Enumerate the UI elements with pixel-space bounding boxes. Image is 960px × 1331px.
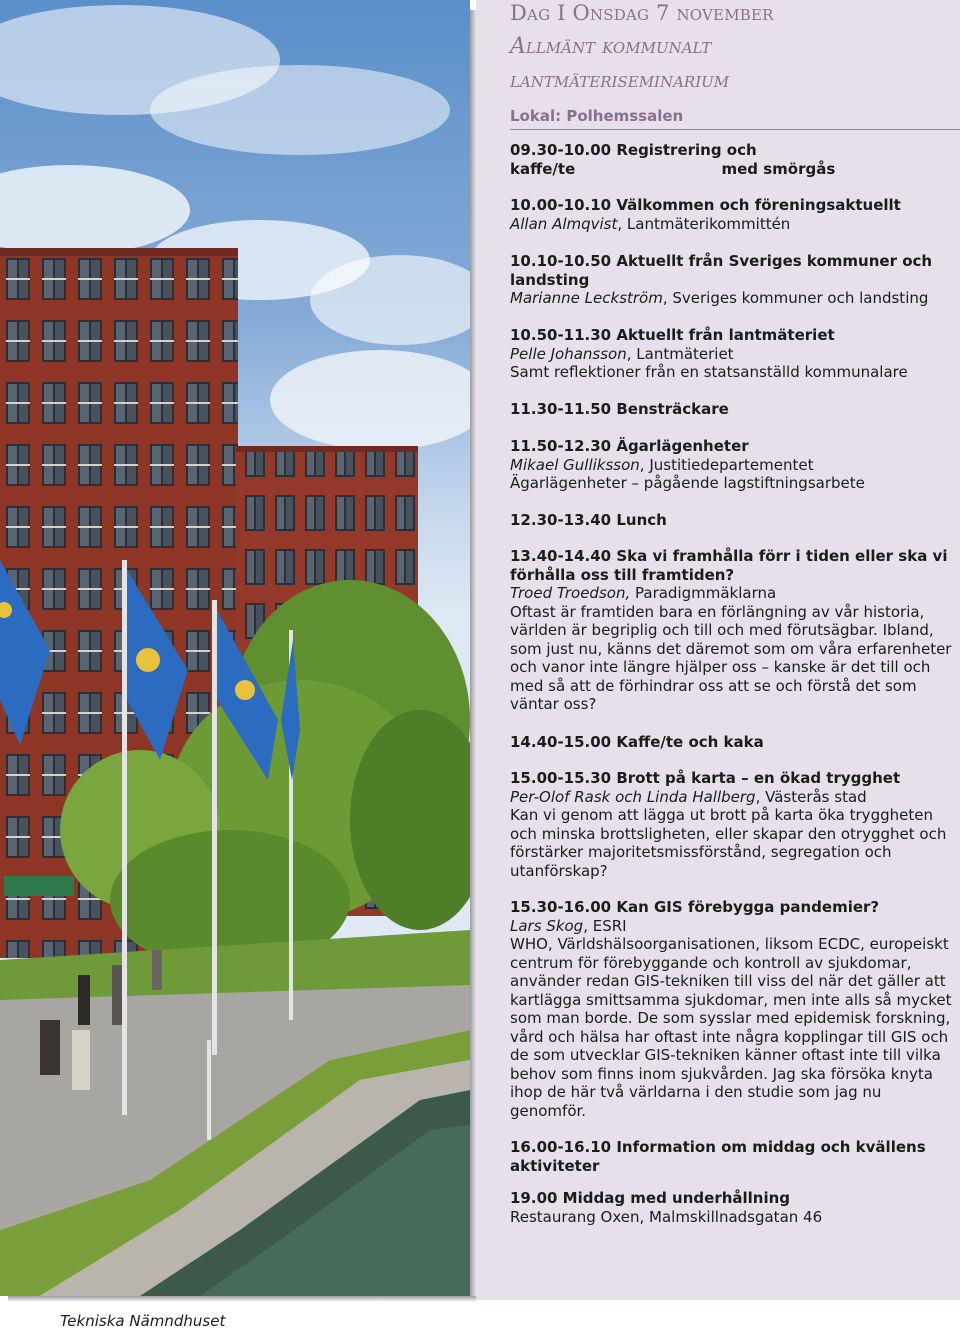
speaker-name: Mikael Gulliksson (510, 455, 640, 474)
speaker-name: Pelle Johansson (510, 344, 627, 363)
speaker-name: Troed Troedson, (510, 584, 631, 602)
item-heading: 12.30-13.40 Lunch (510, 511, 667, 529)
item-heading: 10.50-11.30 Aktuellt från lantmäteriet (510, 326, 835, 344)
program-item (510, 437, 960, 493)
program-item (510, 400, 960, 419)
seminar-title-line1: Allmänt kommunalt (510, 34, 712, 59)
item-heading: 11.50-12.30 Ägarlägenheter (510, 437, 749, 455)
speaker-affiliation: , ESRI (583, 916, 627, 935)
item-description: Oftast är framtiden bara en förlängning av vår historia, världen är begriplig och till och med förutsägbar. Ibland, som just nu, känns det däremot som om våra erfarenheter och vanor inte längre hjälper oss – kanske är det till och med så att de förhindrar oss att se och förstå det som väntar oss? (510, 602, 952, 713)
speaker-affiliation: , Lantmäteriet (626, 344, 734, 363)
item-description: Ägarlägenheter – pågående lagstiftningsarbete (510, 474, 865, 492)
speaker-affiliation: Paradigmmäklarna (630, 584, 777, 602)
speaker-name: Allan Almqvist (510, 214, 618, 233)
photo-shadow-bottom (8, 1296, 476, 1302)
building-photo (0, 0, 470, 1296)
item-heading: 14.40-15.00 Kaffe/te och kaka (510, 733, 764, 751)
item-heading: 10.10-10.50 Aktuellt från Sveriges kommuner och landsting (510, 252, 933, 289)
item-heading: 13.40-14.40 Ska vi framhålla förr i tiden eller ska vi förhålla oss till framtiden? (510, 547, 948, 584)
speaker-affiliation: , Lantmäterikommittén (617, 214, 791, 233)
speaker-name: Per-Olof Rask och Linda Hallberg (510, 787, 756, 806)
venue-label: Lokal: Polhemssalen (510, 107, 684, 125)
item-description: Samt reflektioner från en statsanställd kommunalare (510, 363, 908, 381)
item-heading: 10.00-10.10 Välkommen och föreningsaktuellt (510, 196, 901, 214)
speaker-name: Marianne Leckström (510, 289, 663, 307)
speaker-affiliation: , Västerås stad (755, 787, 867, 806)
day-heading: Dag I Onsdag 7 november (510, 1, 774, 25)
item-description: WHO, Världshälsoorganisationen, liksom ECDC, europeiskt centrum för förebyggande och kontroll av sjukdomar, använder redan GIS-tekniken till viss del när det gäller att kartlägga smittsamma sjukdomar, men inte alls så mycket som man borde. De som sysslar med epidemisk forskning, vård och hälsa har oftast inte några kopplingar till GIS och de som utvecklar GIS-tekniken känner oftast inte till vilka behov som finns inom sjukvården. Jag ska försöka knyta ihop de här två världarna i den studie som jag nu genomför. (510, 935, 952, 1120)
header-divider (510, 129, 960, 130)
program-item (510, 733, 960, 752)
item-heading: 19.00 Middag med underhållning (510, 1189, 791, 1207)
seminar-title-line2: lantmäteriseminarium (510, 68, 730, 93)
speaker-name: Lars Skog (510, 916, 584, 935)
item-heading: 15.30-16.00 Kan GIS förebygga pandemier? (510, 898, 880, 916)
item-heading: 15.00-15.30 Brott på karta – en ökad trygghet (510, 769, 901, 787)
speaker-affiliation: , Justitiedepartementet (639, 455, 814, 474)
photo-caption: Tekniska Nämndhuset (60, 1312, 226, 1330)
program-item (510, 511, 960, 530)
program-item (510, 769, 960, 880)
program-item (510, 196, 960, 233)
program-item (510, 898, 960, 1120)
item-heading: 11.30-11.50 Bensträckare (510, 400, 729, 418)
program-item (510, 1138, 960, 1175)
program-item (510, 547, 960, 714)
program-item (510, 326, 960, 382)
program-item (510, 141, 960, 178)
program-item (510, 252, 960, 308)
item-description: Restaurang Oxen, Malmskillnadsgatan 46 (510, 1207, 823, 1226)
item-heading: 16.00-16.10 Information om middag och kvällens aktiviteter (510, 1138, 926, 1175)
item-description: Kan vi genom att lägga ut brott på karta öka tryggheten och minska brottsligheten, eller skapar den otrygghet och förstärker majoritetsmissförstånd, segregation och utanförskap? (510, 806, 947, 880)
speaker-affiliation: , Sveriges kommuner och landsting (662, 289, 929, 307)
program-item (510, 1189, 960, 1226)
photo-illustration (0, 0, 470, 1296)
item-heading: 09.30-10.00 Registrering och kaffe/te med smörgås (510, 141, 836, 178)
